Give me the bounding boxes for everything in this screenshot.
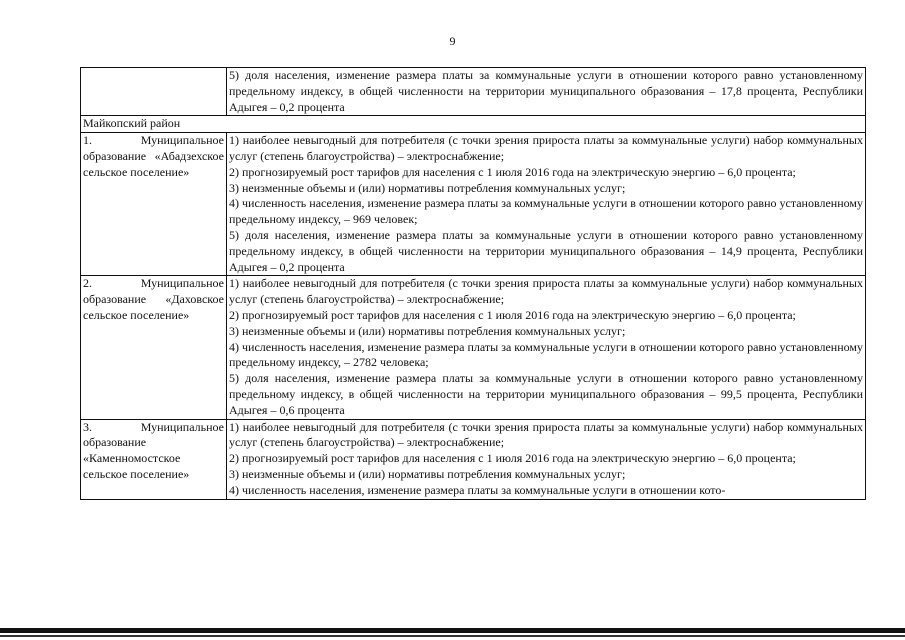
table-row-municipality-2	[81, 276, 866, 419]
scan-edge-line	[0, 635, 905, 637]
list-item: 3) неизменные объемы и (или) нормативы потребления коммунальных услуг;	[229, 323, 626, 338]
table-row-municipality-1	[81, 133, 866, 276]
list-item: 1) наиболее невыгодный для потребителя (с точки зрения прироста платы за коммунальные услуги) набор коммунальных услуг (степень благоустройства) – электроснабжение;	[229, 133, 863, 163]
list-item: 4) численность населения, изменение размера платы за коммунальные услуги в отношении которого равно установленному предельному индексу, – 969 человек;	[229, 196, 863, 227]
table-row-municipality-3	[81, 419, 866, 499]
list-item: 5) доля населения, изменение размера платы за коммунальные услуги в отношении которого равно установленному предельному индексу, в общей численности на территории муниципального образования – 99,5 процента, Республики Адыгея – 0,6 процента	[229, 371, 863, 417]
list-item: 2) прогнозируемый рост тарифов для населения с 1 июля 2016 года на электрическую энергию – 6,0 процента;	[229, 307, 796, 322]
document-table	[80, 67, 866, 500]
municipality-name: 1. Муниципальное образование «Абадзехское сельское поселение»	[81, 133, 227, 276]
table-row-continuation	[81, 68, 866, 116]
list-item: 5) доля населения, изменение размера платы за коммунальные услуги в отношении которого равно установленному предельному индексу, в общей численности на территории муниципального образования – 17,8 процента, Республики Адыгея – 0,2 процента	[229, 68, 863, 114]
list-item: 1) наиболее невыгодный для потребителя (с точки зрения прироста платы за коммунальные услуги) набор коммунальных услуг (степень благоустройства) – электроснабжение;	[229, 419, 863, 450]
page-number: 9	[449, 34, 456, 48]
list-item: 2) прогнозируемый рост тарифов для населения с 1 июля 2016 года на электрическую энергию – 6,0 процента;	[229, 451, 796, 466]
list-item: 1) наиболее невыгодный для потребителя (с точки зрения прироста платы за коммунальные услуги) набор коммунальных услуг (степень благоустройства) – электроснабжение;	[229, 276, 863, 307]
items-cell	[227, 276, 866, 419]
list-item: 5) доля населения, изменение размера платы за коммунальные услуги в отношении которого равно установленному предельному индексу, в общей численности на территории муниципального образования – 14,9 процента, Республики Адыгея – 0,2 процента	[229, 227, 863, 274]
list-item: 4) численность населения, изменение размера платы за коммунальные услуги в отношении кото-	[229, 482, 726, 497]
municipality-cell	[81, 68, 227, 116]
section-title: Майкопский район	[81, 116, 866, 133]
list-item: 4) численность населения, изменение размера платы за коммунальные услуги в отношении которого равно установленному предельному индексу, – 2782 человека;	[229, 339, 863, 370]
items-cell	[227, 419, 866, 499]
list-item: 3) неизменные объемы и (или) нормативы потребления коммунальных услуг;	[229, 180, 626, 195]
municipality-name: 2. Муниципальное образование «Даховское сельское поселение»	[81, 276, 227, 419]
list-item: 2) прогнозируемый рост тарифов для населения с 1 июля 2016 года на электрическую энергию – 6,0 процента;	[229, 164, 796, 179]
municipality-name: 3. Муниципальное образование «Каменномостское сельское поселение»	[81, 419, 227, 499]
section-row	[81, 116, 866, 133]
items-cell	[227, 133, 866, 276]
list-item: 3) неизменные объемы и (или) нормативы потребления коммунальных услуг;	[229, 466, 626, 481]
items-cell	[227, 68, 866, 116]
